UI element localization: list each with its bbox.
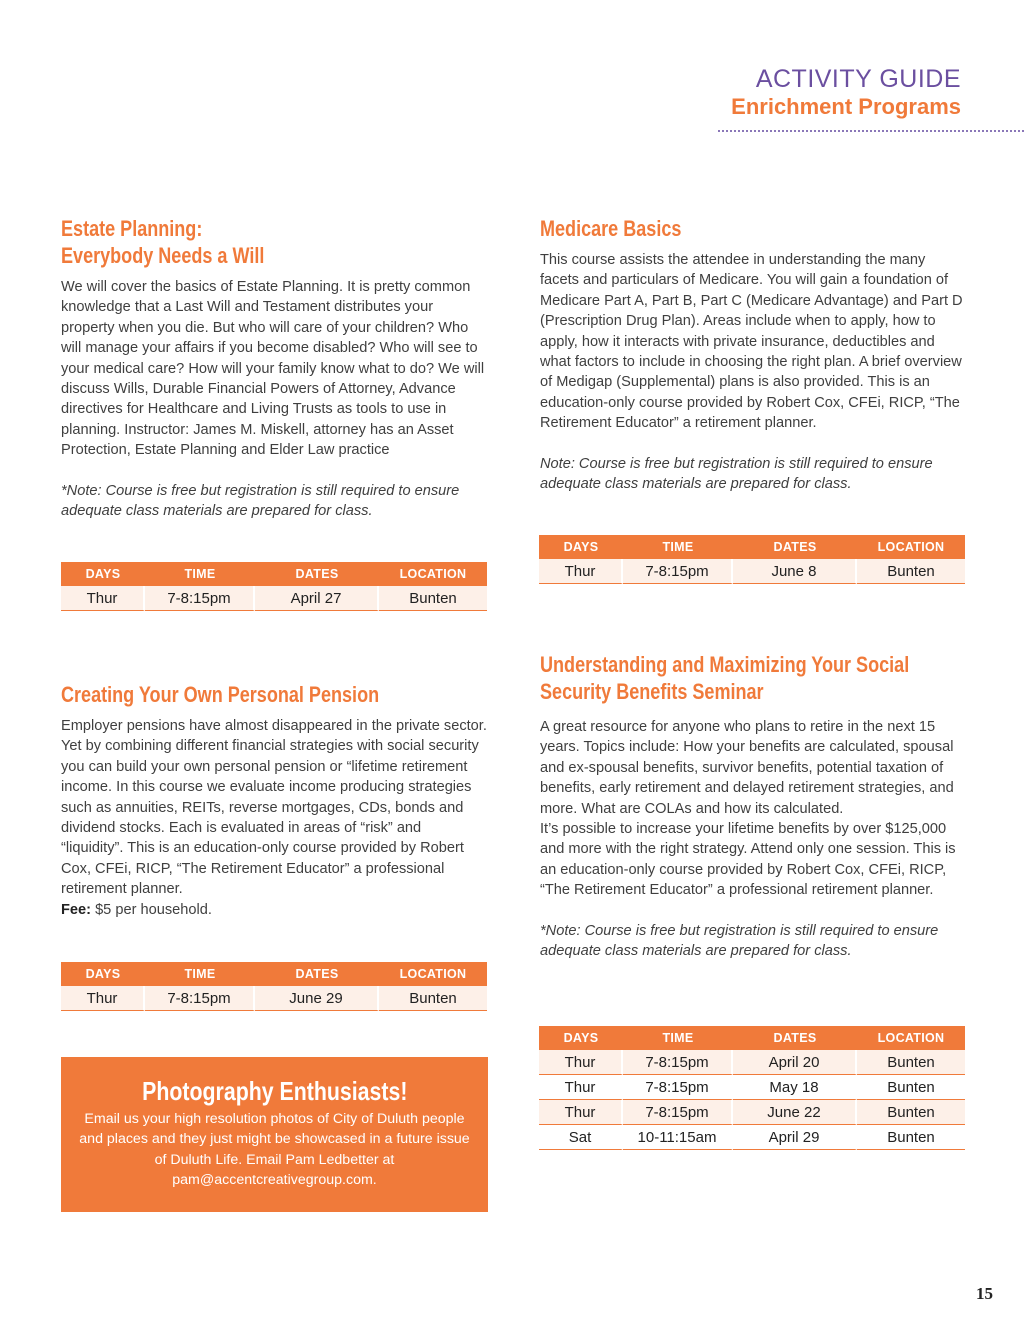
page-header [731,64,961,120]
column-header: LOCATION [379,962,487,986]
social-title-line1: Understanding and Maximizing Your Social [540,652,910,677]
estate-title-line2: Everybody Needs a Will [61,243,265,268]
social-description [540,717,966,901]
header-divider [718,130,1024,132]
table-cell: 10-11:15am [623,1125,733,1150]
photography-body: Email us your high resolution photos of City of Duluth people and places and they just might be showcased in a future issue of Duluth Life. Email Pam Ledbetter at pam@accentcreativegroup.com. [79,1111,470,1189]
table-cell: Thur [61,986,145,1011]
table-cell: 7-8:15pm [623,1075,733,1100]
table-cell: Thur [539,1100,623,1125]
pension-body: Employer pensions have almost disappeared in the private sector. Yet by combining different financial strategies with social security you can build your own personal pension or “lifetime retirement income. In this course we evaluate income producing strategies such as annuities, REITs, reverse mortgages, CDs, bonds and dividend stocks. Each is evaluated in areas of “risk” and “liquidity”. This is an education-only course provided by Robert Cox, CFEi, RICP, “The Retirement Educator” a professional retirement planner. [61,718,487,898]
header-subtitle: Enrichment Programs [731,94,961,119]
medicare-note: Note: Course is free but registration is still required to ensure adequate class materials are prepared for class. [540,455,933,493]
column-header: LOCATION [379,562,487,586]
page-number: 15 [976,1284,993,1303]
column-header: DAYS [539,535,623,559]
column-header: DAYS [539,1026,623,1050]
table-row [539,1075,965,1100]
social-security-section [540,651,966,961]
table-cell: June 8 [733,559,857,584]
table-header-row [61,962,487,986]
table-row [61,986,487,1011]
column-header: TIME [623,535,733,559]
column-header: LOCATION [857,535,965,559]
column-header: DAYS [61,962,145,986]
table-cell: Bunten [857,1100,965,1125]
column-header: DATES [255,962,379,986]
column-header: TIME [145,562,255,586]
photography-callout [61,1057,488,1212]
estate-description: We will cover the basics of Estate Planning. It is pretty common knowledge that a Last Will and Testament distributes your property when you die. But who will care of your children? Who will manage your affairs if you become disabled? Who will see to your medical care? How will your family know what to do? We will discuss Wills, Durable Financial Powers of Attorney, Advance directives for Healthcare and Living Trusts as tools to use in planning. Instructor: James M. Miskell, attorney has an Asset Protection, Estate Planning and Elder Law practice [61,279,485,459]
table-cell: June 22 [733,1100,857,1125]
estate-note: *Note: Course is free but registration is still required to ensure adequate class materials are prepared for class. [61,482,460,520]
column-header: LOCATION [857,1026,965,1050]
table-cell: Sat [539,1125,623,1150]
social-security-title [540,651,966,705]
table-row [539,559,965,584]
table-row [61,586,487,611]
pension-title: Creating Your Own Personal Pension [61,682,380,707]
estate-planning-section [61,215,487,521]
table-row [539,1125,965,1150]
table-row [539,1100,965,1125]
medicare-description: This course assists the attendee in understanding the many facets and particulars of Medicare. You will gain a foundation of Medicare Part A, Part B, Part C (Medicare Advantage) and Part D (Prescription Drug Plan). Areas include when to apply, how to apply, how it interacts with private insurance, deductibles and what factors to include in choosing the right plan. A brief overview of Medigap (Supplemental) plans is also provided. This is an education-only course provided by Robert Cox, CFEi, RICP, “The Retirement Educator” a retirement planner. [540,252,963,432]
table-cell: April 29 [733,1125,857,1150]
table-row [539,1050,965,1075]
column-header: TIME [145,962,255,986]
table-cell: 7-8:15pm [145,986,255,1011]
column-header: DATES [255,562,379,586]
table-cell: Bunten [379,986,487,1011]
table-cell: Thur [539,1050,623,1075]
column-header: DATES [733,1026,857,1050]
column-header: DATES [733,535,857,559]
table-cell: April 27 [255,586,379,611]
pension-description [61,716,487,920]
table-header-row [539,1026,965,1050]
table-cell: 7-8:15pm [623,559,733,584]
table-cell: Bunten [379,586,487,611]
header-title: ACTIVITY GUIDE [755,65,961,93]
table-cell: 7-8:15pm [623,1100,733,1125]
social-body-part2: It’s possible to increase your lifetime benefits by over $125,000 and more with the right strategy. Attend only one session. This is an education-only course provided by Robert Cox, CFEi, RICP, “The Retirement Educator” a professional retirement planner. [540,821,956,899]
medicare-basics-section [540,215,966,494]
table-cell: June 29 [255,986,379,1011]
table-cell: Thur [539,1075,623,1100]
table-cell: April 20 [733,1050,857,1075]
estate-title-line1: Estate Planning: [61,216,203,241]
column-header: DAYS [61,562,145,586]
medicare-title: Medicare Basics [540,216,682,241]
estate-schedule-table [61,562,487,611]
social-schedule-table [539,1026,965,1150]
estate-planning-title [61,215,487,269]
table-header-row [61,562,487,586]
pension-fee-label: Fee: [61,901,92,918]
table-cell: Thur [539,559,623,584]
personal-pension-section [61,681,487,920]
table-cell: 7-8:15pm [145,586,255,611]
pension-schedule-table [61,962,487,1011]
table-cell: Bunten [857,1125,965,1150]
pension-fee-value: $5 per household. [91,901,212,918]
column-header: TIME [623,1026,733,1050]
social-title-line2: Security Benefits Seminar [540,679,764,704]
table-cell: May 18 [733,1075,857,1100]
table-cell: Bunten [857,559,965,584]
social-body-part1: A great resource for anyone who plans to retire in the next 15 years. Topics include: How your benefits are calculated, spousal and ex-spousal benefits, survivor benefits, potential taxation of benefits, early retirement and delayed retirement strategies, and more. What are COLAs and how its calculated. [540,719,954,817]
table-header-row [539,535,965,559]
table-cell: 7-8:15pm [623,1050,733,1075]
table-cell: Bunten [857,1075,965,1100]
table-cell: Bunten [857,1050,965,1075]
photography-title: Photography Enthusiasts! [141,1076,408,1106]
social-note: *Note: Course is free but registration is still required to ensure adequate class materials are prepared for class. [540,922,939,960]
table-cell: Thur [61,586,145,611]
medicare-schedule-table [539,535,965,584]
